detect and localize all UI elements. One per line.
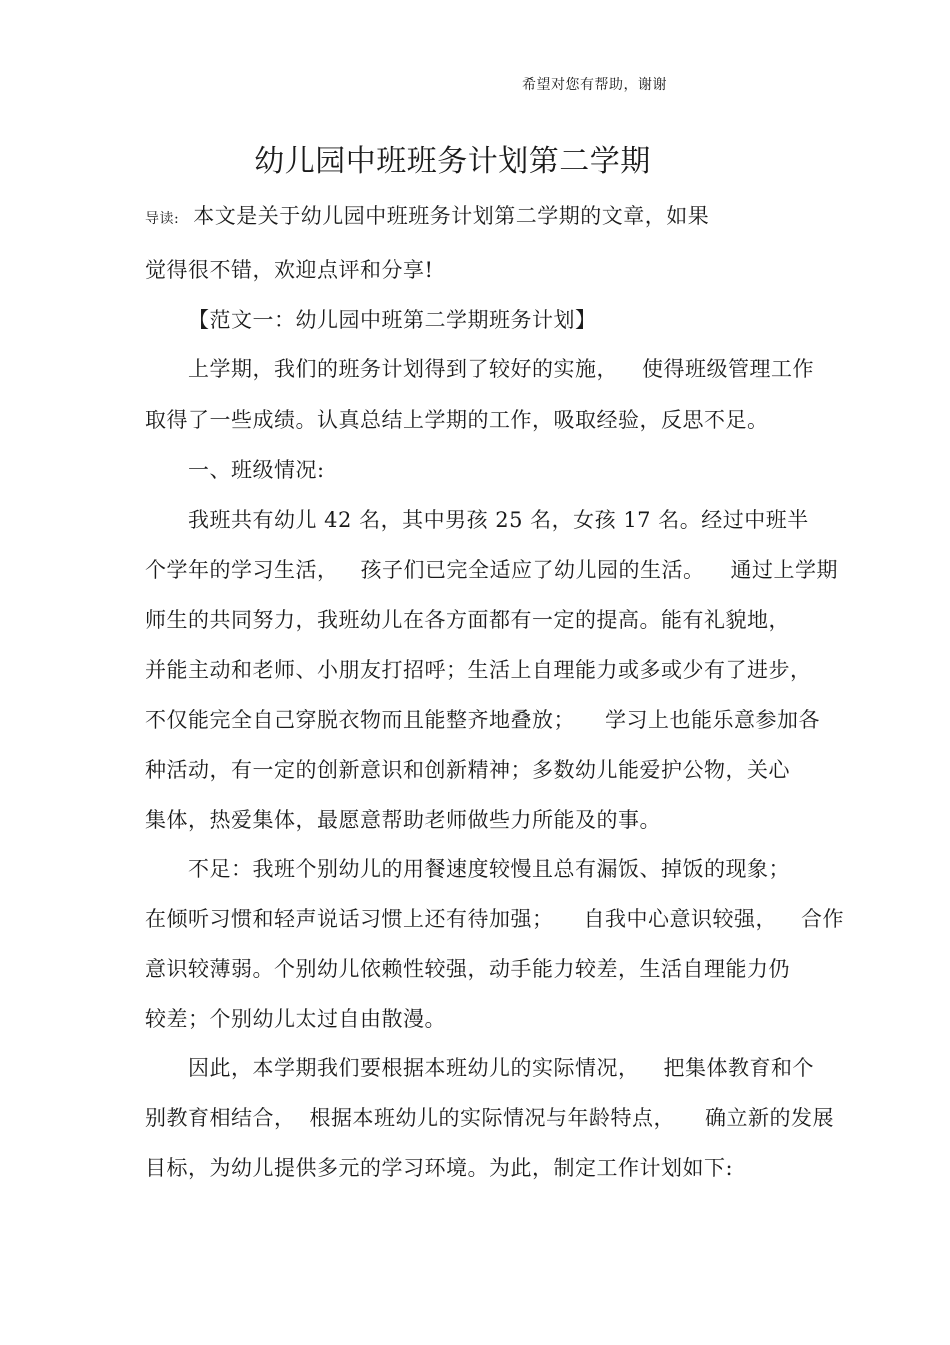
guide-line-1 bbox=[145, 201, 709, 234]
para4-line-1 bbox=[188, 1053, 814, 1083]
para3-line-2-part-a: 在倾听习惯和轻声说话习惯上还有待加强； bbox=[145, 907, 554, 931]
para2-line-5 bbox=[145, 705, 820, 735]
para2-line-6: 种活动，有一定的创新意识和创新精神；多数幼儿能爱护公物，关心 bbox=[145, 758, 790, 782]
para3-line-2-part-b: 自我中心意识较强， bbox=[583, 907, 777, 931]
guide-line-2: 觉得很不错，欢迎点评和分享! bbox=[145, 258, 434, 282]
guide-text-1: 本文是关于幼儿园中班班务计划第二学期的文章，如果 bbox=[193, 204, 710, 228]
para3-line-2-part-c: 合作 bbox=[801, 907, 844, 931]
para1-line-2: 取得了一些成绩。认真总结上学期的工作，吸取经验，反思不足。 bbox=[145, 408, 769, 432]
para4-line-2-part-a: 别教育相结合， bbox=[145, 1106, 296, 1130]
guide-label: 导读: bbox=[145, 211, 180, 227]
class-heading: 一、班级情况: bbox=[188, 458, 325, 482]
para3-line-1: 不足：我班个别幼儿的用餐速度较慢且总有漏饭、掉饭的现象； bbox=[188, 857, 790, 881]
para2-line-2-part-a: 个学年的学习生活， bbox=[145, 558, 339, 582]
para1-line-1-part-a: 上学期，我们的班务计划得到了较好的实施， bbox=[188, 357, 618, 381]
para2-line-2 bbox=[145, 555, 838, 585]
para4-line-3: 目标，为幼儿提供多元的学习环境。为此，制定工作计划如下: bbox=[145, 1156, 734, 1180]
para3-line-2 bbox=[145, 904, 844, 934]
para3-line-3: 意识较薄弱。个别幼儿依赖性较强，动手能力较差，生活自理能力仍 bbox=[145, 957, 790, 981]
section-heading: 【范文一：幼儿园中班第二学期班务计划】 bbox=[188, 308, 597, 332]
para3-line-4: 较差；个别幼儿太过自由散漫。 bbox=[145, 1007, 446, 1031]
para2-line-5-part-a: 不仅能完全自己穿脱衣物而且能整齐地叠放； bbox=[145, 708, 575, 732]
para2-line-4: 并能主动和老师、小朋友打招呼；生活上自理能力或多或少有了进步， bbox=[145, 658, 812, 682]
para1-line-1 bbox=[188, 354, 814, 384]
para4-line-2 bbox=[145, 1103, 834, 1133]
para4-line-1-part-b: 把集体教育和个 bbox=[663, 1056, 814, 1080]
header-note: 希望对您有帮助，谢谢 bbox=[522, 77, 667, 93]
para4-line-1-part-a: 因此，本学期我们要根据本班幼儿的实际情况， bbox=[188, 1056, 640, 1080]
para2-line-2-part-c: 通过上学期 bbox=[730, 558, 838, 582]
para2-line-1: 我班共有幼儿 42 名，其中男孩 25 名，女孩 17 名。经过中班半 bbox=[188, 508, 809, 532]
page-title: 幼儿园中班班务计划第二学期 bbox=[254, 144, 651, 179]
para4-line-2-part-b: 根据本班幼儿的实际情况与年龄特点， bbox=[309, 1106, 675, 1130]
para2-line-7: 集体，热爱集体，最愿意帮助老师做些力所能及的事。 bbox=[145, 808, 661, 832]
para2-line-2-part-b: 孩子们已完全适应了幼儿园的生活。 bbox=[360, 558, 705, 582]
para2-line-3: 师生的共同努力，我班幼儿在各方面都有一定的提高。能有礼貌地， bbox=[145, 608, 790, 632]
para2-line-5-part-b: 学习上也能乐意参加各 bbox=[605, 708, 820, 732]
para4-line-2-part-c: 确立新的发展 bbox=[705, 1106, 834, 1130]
para1-line-1-part-b: 使得班级管理工作 bbox=[642, 357, 814, 381]
